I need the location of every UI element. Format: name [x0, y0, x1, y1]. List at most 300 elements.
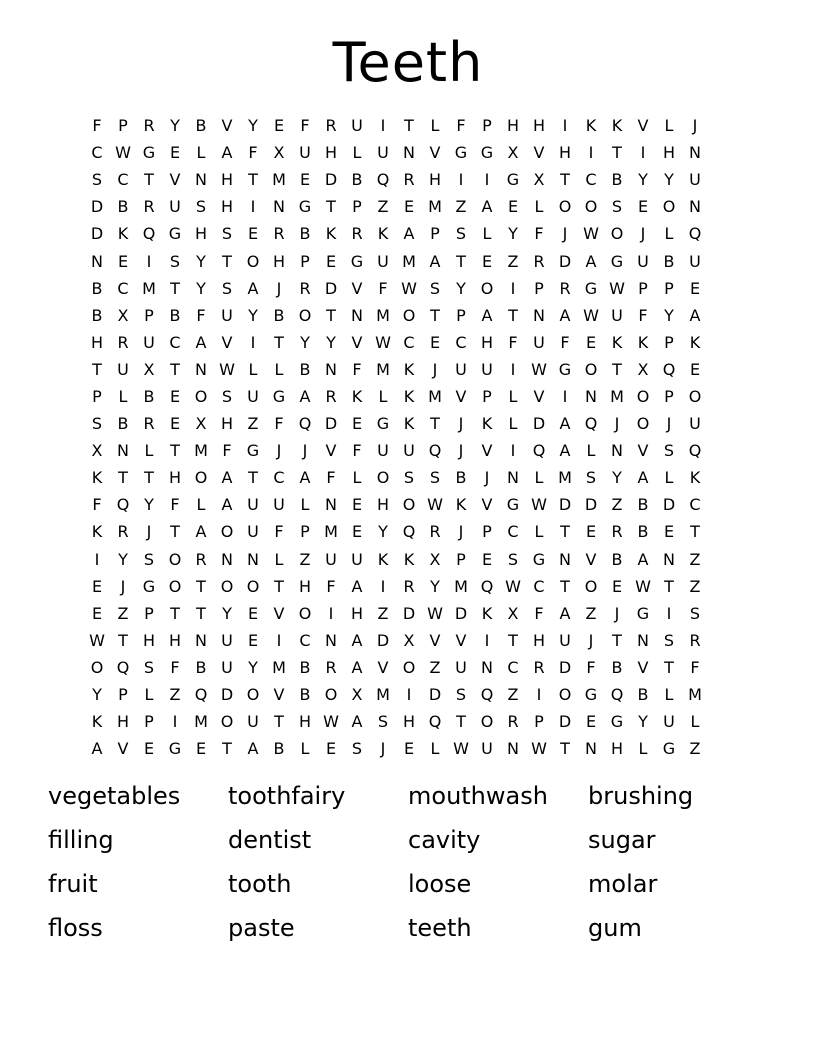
grid-letter: G [532, 549, 546, 569]
word-list-item: brushing [588, 782, 694, 810]
grid-letter: T [690, 522, 700, 542]
grid-letter: U [221, 305, 233, 325]
grid-letter: H [194, 224, 208, 244]
grid-letter: M [558, 468, 572, 488]
grid-letter: O [246, 251, 260, 271]
grid-letter: C [689, 495, 701, 515]
grid-letter: V [117, 739, 129, 759]
grid-letter: G [142, 576, 156, 596]
grid-letter: L [664, 468, 674, 488]
grid-letter: R [403, 170, 415, 190]
grid-letter: U [455, 359, 467, 379]
grid-letter: U [247, 495, 259, 515]
grid-letter: V [221, 332, 233, 352]
grid-letter: G [636, 603, 650, 623]
grid-letter: T [560, 170, 570, 190]
grid-letter: W [505, 576, 521, 596]
grid-letter: S [507, 549, 519, 569]
grid-letter: G [142, 143, 156, 163]
grid-letter: H [142, 630, 156, 650]
grid-row [84, 735, 734, 762]
grid-letter: K [637, 332, 649, 352]
grid-letter: N [195, 170, 207, 190]
grid-letter: T [92, 359, 102, 379]
grid-letter: O [584, 576, 598, 596]
grid-letter: A [637, 549, 649, 569]
word-list-item: tooth [228, 870, 292, 898]
grid-letter: K [689, 468, 701, 488]
grid-letter: B [455, 468, 467, 488]
grid-letter: A [481, 197, 493, 217]
grid-letter: N [663, 549, 675, 569]
grid-letter: B [663, 251, 675, 271]
grid-letter: K [455, 495, 467, 515]
grid-row [84, 546, 734, 573]
grid-letter: M [142, 278, 156, 298]
grid-letter: Y [326, 332, 336, 352]
grid-letter: A [403, 224, 415, 244]
grid-letter: T [248, 170, 258, 190]
grid-letter: V [377, 657, 389, 677]
grid-letter: H [220, 170, 234, 190]
grid-letter: U [455, 657, 467, 677]
grid-letter: W [375, 332, 391, 352]
word-list-item: fruit [48, 870, 98, 898]
grid-letter: E [169, 386, 181, 406]
grid-letter: Z [429, 657, 441, 677]
grid-letter: C [585, 170, 597, 190]
grid-row [84, 193, 734, 220]
grid-letter: N [585, 386, 597, 406]
grid-letter: W [583, 305, 599, 325]
grid-letter: L [300, 739, 310, 759]
grid-letter: N [325, 495, 337, 515]
page-title: Teeth [332, 31, 484, 94]
grid-row [84, 600, 734, 627]
grid-letter: P [430, 224, 440, 244]
grid-letter: A [559, 603, 571, 623]
grid-letter: Z [117, 603, 129, 623]
grid-letter: G [350, 251, 364, 271]
grid-letter: J [484, 468, 490, 488]
grid-letter: H [324, 143, 338, 163]
grid-letter: Q [194, 685, 208, 705]
grid-letter: T [560, 576, 570, 596]
grid-letter: E [91, 576, 103, 596]
grid-letter: R [143, 116, 155, 136]
grid-letter: S [455, 685, 467, 705]
grid-letter: D [324, 170, 338, 190]
grid-letter: F [534, 224, 544, 244]
grid-letter: J [614, 603, 620, 623]
grid-letter: P [118, 685, 128, 705]
grid-letter: J [146, 522, 152, 542]
grid-letter: R [143, 414, 155, 434]
grid-letter: N [689, 197, 701, 217]
grid-letter: R [299, 278, 311, 298]
grid-letter: Q [402, 522, 416, 542]
grid-letter: N [481, 657, 493, 677]
grid-letter: Z [247, 414, 259, 434]
grid-letter: U [117, 359, 129, 379]
grid-letter: B [611, 657, 623, 677]
grid-letter: Z [507, 685, 519, 705]
grid-row [84, 437, 734, 464]
grid-letter: J [588, 630, 594, 650]
grid-letter: N [273, 197, 285, 217]
grid-letter: D [662, 495, 676, 515]
grid-letter: H [168, 630, 182, 650]
grid-letter: T [274, 712, 284, 732]
grid-letter: O [636, 386, 650, 406]
grid-letter: E [429, 332, 441, 352]
word-list-item: toothfairy [228, 782, 346, 810]
grid-letter: S [689, 603, 701, 623]
grid-letter: O [402, 495, 416, 515]
grid-letter: K [403, 549, 415, 569]
grid-letter: T [274, 576, 284, 596]
grid-letter: O [220, 576, 234, 596]
grid-letter: I [172, 712, 178, 732]
grid-letter: X [507, 143, 519, 163]
grid-letter: C [169, 332, 181, 352]
grid-letter: W [401, 278, 417, 298]
grid-letter: Y [170, 116, 180, 136]
grid-letter: U [377, 441, 389, 461]
grid-letter: P [144, 712, 154, 732]
grid-letter: E [585, 522, 597, 542]
grid-letter: F [274, 522, 284, 542]
grid-letter: R [403, 576, 415, 596]
grid-letter: G [272, 386, 286, 406]
grid-letter: E [117, 251, 129, 271]
grid-letter: L [196, 495, 206, 515]
grid-letter: Q [532, 441, 546, 461]
grid-letter: P [638, 278, 648, 298]
grid-letter: A [91, 739, 103, 759]
grid-letter: H [558, 143, 572, 163]
grid-letter: Y [638, 712, 648, 732]
grid-letter: W [531, 359, 547, 379]
grid-letter: L [664, 224, 674, 244]
grid-letter: G [168, 739, 182, 759]
grid-letter: Y [638, 170, 648, 190]
grid-letter: K [611, 332, 623, 352]
grid-letter: F [170, 495, 180, 515]
grid-letter: N [325, 630, 337, 650]
grid-letter: Q [428, 712, 442, 732]
grid-letter: P [352, 197, 362, 217]
grid-letter: W [89, 630, 105, 650]
grid-letter: Z [455, 197, 467, 217]
grid-letter: O [558, 685, 572, 705]
grid-letter: S [663, 441, 675, 461]
grid-letter: N [585, 739, 597, 759]
grid-letter: B [91, 278, 103, 298]
grid-letter: E [689, 359, 701, 379]
grid-letter: H [220, 197, 234, 217]
grid-letter: S [429, 278, 441, 298]
grid-letter: A [247, 739, 259, 759]
grid-letter: G [376, 414, 390, 434]
grid-letter: W [427, 603, 443, 623]
grid-letter: J [458, 414, 464, 434]
grid-letter: T [664, 576, 674, 596]
grid-letter: F [508, 332, 518, 352]
grid-letter: S [377, 712, 389, 732]
grid-letter: T [222, 739, 232, 759]
grid-letter: T [274, 332, 284, 352]
grid-letter: F [352, 359, 362, 379]
grid-letter: O [402, 305, 416, 325]
grid-letter: V [533, 386, 545, 406]
grid-letter: T [612, 359, 622, 379]
grid-letter: X [143, 359, 155, 379]
grid-letter: V [429, 630, 441, 650]
grid-letter: O [90, 657, 104, 677]
grid-letter: A [247, 278, 259, 298]
grid-letter: S [143, 549, 155, 569]
grid-row [84, 573, 734, 600]
grid-letter: A [689, 305, 701, 325]
grid-letter: Y [430, 576, 440, 596]
grid-letter: N [559, 549, 571, 569]
grid-letter: U [299, 143, 311, 163]
grid-letter: D [532, 414, 546, 434]
grid-letter: P [92, 386, 102, 406]
grid-letter: S [663, 630, 675, 650]
grid-letter: H [532, 116, 546, 136]
grid-letter: T [326, 305, 336, 325]
grid-row [84, 410, 734, 437]
grid-letter: I [328, 603, 334, 623]
grid-letter: V [273, 603, 285, 623]
grid-letter: Q [480, 685, 494, 705]
grid-letter: T [118, 468, 128, 488]
grid-letter: I [250, 197, 256, 217]
grid-letter: H [506, 116, 520, 136]
grid-letter: H [428, 170, 442, 190]
grid-letter: M [272, 170, 286, 190]
grid-row [84, 329, 734, 356]
grid-letter: P [664, 278, 674, 298]
grid-letter: Z [299, 549, 311, 569]
grid-letter: M [194, 712, 208, 732]
grid-letter: R [117, 332, 129, 352]
grid-letter: E [351, 522, 363, 542]
grid-letter: E [351, 414, 363, 434]
grid-letter: I [380, 116, 386, 136]
grid-letter: N [507, 468, 519, 488]
grid-letter: W [115, 143, 131, 163]
grid-row [84, 518, 734, 545]
grid-letter: Y [118, 549, 128, 569]
grid-letter: B [299, 685, 311, 705]
grid-letter: W [583, 224, 599, 244]
grid-letter: R [507, 712, 519, 732]
grid-letter: N [91, 251, 103, 271]
grid-letter: H [376, 495, 390, 515]
grid-letter: I [484, 630, 490, 650]
grid-letter: A [195, 522, 207, 542]
grid-letter: J [276, 441, 282, 461]
grid-letter: B [637, 522, 649, 542]
grid-letter: E [143, 739, 155, 759]
grid-letter: K [403, 414, 415, 434]
grid-letter: Q [298, 414, 312, 434]
grid-letter: R [117, 522, 129, 542]
grid-letter: T [508, 630, 518, 650]
grid-letter: I [666, 603, 672, 623]
grid-letter: S [351, 739, 363, 759]
grid-letter: T [664, 657, 674, 677]
grid-letter: A [351, 657, 363, 677]
grid-letter: K [403, 359, 415, 379]
grid-letter: O [168, 576, 182, 596]
grid-letter: T [170, 522, 180, 542]
grid-letter: F [326, 576, 336, 596]
grid-letter: K [689, 332, 701, 352]
grid-letter: U [143, 332, 155, 352]
grid-letter: D [454, 603, 468, 623]
grid-letter: H [168, 468, 182, 488]
grid-letter: E [325, 739, 337, 759]
grid-letter: B [299, 359, 311, 379]
grid-letter: I [94, 549, 100, 569]
grid-letter: K [325, 224, 337, 244]
grid-letter: V [429, 143, 441, 163]
grid-letter: D [558, 657, 572, 677]
grid-letter: D [558, 712, 572, 732]
grid-letter: W [427, 495, 443, 515]
grid-letter: I [484, 170, 490, 190]
grid-letter: R [325, 657, 337, 677]
grid-letter: L [248, 359, 258, 379]
grid-letter: Q [584, 414, 598, 434]
grid-letter: F [222, 441, 232, 461]
grid-letter: I [510, 359, 516, 379]
word-list-item: paste [228, 914, 295, 942]
grid-letter: L [534, 468, 544, 488]
grid-letter: P [534, 712, 544, 732]
grid-letter: A [351, 630, 363, 650]
grid-letter: M [402, 251, 416, 271]
grid-letter: A [637, 468, 649, 488]
grid-letter: Y [664, 305, 674, 325]
grid-letter: B [611, 170, 623, 190]
grid-letter: O [324, 685, 338, 705]
grid-letter: W [635, 576, 651, 596]
grid-letter: C [91, 143, 103, 163]
grid-letter: T [170, 603, 180, 623]
grid-letter: T [612, 630, 622, 650]
grid-letter: C [403, 332, 415, 352]
grid-letter: M [324, 522, 338, 542]
grid-letter: M [454, 576, 468, 596]
grid-letter: A [559, 414, 571, 434]
grid-letter: E [637, 197, 649, 217]
grid-letter: U [221, 657, 233, 677]
grid-letter: T [560, 522, 570, 542]
grid-letter: L [352, 143, 362, 163]
grid-letter: A [221, 143, 233, 163]
grid-letter: V [273, 685, 285, 705]
grid-row [84, 275, 734, 302]
grid-letter: O [246, 576, 260, 596]
grid-letter: T [612, 143, 622, 163]
grid-letter: S [221, 224, 233, 244]
grid-letter: F [170, 657, 180, 677]
grid-letter: O [480, 712, 494, 732]
word-list-item: cavity [408, 826, 481, 854]
grid-letter: L [118, 386, 128, 406]
grid-letter: S [221, 386, 233, 406]
grid-letter: B [273, 305, 285, 325]
grid-letter: X [91, 441, 103, 461]
grid-letter: N [507, 739, 519, 759]
grid-letter: T [144, 468, 154, 488]
grid-letter: R [559, 278, 571, 298]
grid-letter: Z [507, 251, 519, 271]
grid-letter: O [194, 468, 208, 488]
grid-letter: U [481, 739, 493, 759]
grid-letter: S [585, 468, 597, 488]
grid-letter: S [169, 251, 181, 271]
grid-letter: Z [585, 603, 597, 623]
grid-letter: F [92, 116, 102, 136]
grid-letter: Q [662, 359, 676, 379]
grid-letter: B [195, 657, 207, 677]
grid-letter: U [351, 549, 363, 569]
grid-letter: F [456, 116, 466, 136]
grid-letter: E [481, 251, 493, 271]
grid-letter: E [403, 197, 415, 217]
grid-letter: X [403, 630, 415, 650]
grid-letter: V [585, 549, 597, 569]
grid-letter: E [169, 414, 181, 434]
grid-letter: X [117, 305, 129, 325]
grid-letter: I [562, 386, 568, 406]
grid-letter: S [91, 414, 103, 434]
grid-letter: R [273, 224, 285, 244]
grid-letter: U [273, 495, 285, 515]
grid-row [84, 302, 734, 329]
grid-letter: P [144, 603, 154, 623]
grid-letter: K [481, 603, 493, 623]
grid-letter: C [507, 522, 519, 542]
grid-letter: Y [248, 305, 258, 325]
grid-letter: E [169, 143, 181, 163]
grid-letter: O [584, 359, 598, 379]
grid-letter: T [404, 116, 414, 136]
grid-letter: U [533, 332, 545, 352]
grid-letter: F [196, 305, 206, 325]
grid-letter: I [588, 143, 594, 163]
grid-letter: E [273, 116, 285, 136]
grid-letter: H [350, 603, 364, 623]
grid-letter: A [559, 441, 571, 461]
grid-letter: Q [688, 224, 702, 244]
grid-letter: B [169, 305, 181, 325]
grid-letter: F [248, 143, 258, 163]
grid-letter: B [351, 170, 363, 190]
word-list-item: loose [408, 870, 472, 898]
grid-letter: X [429, 549, 441, 569]
grid-letter: O [220, 522, 234, 542]
grid-letter: C [533, 576, 545, 596]
grid-letter: G [662, 739, 676, 759]
grid-letter: M [428, 386, 442, 406]
